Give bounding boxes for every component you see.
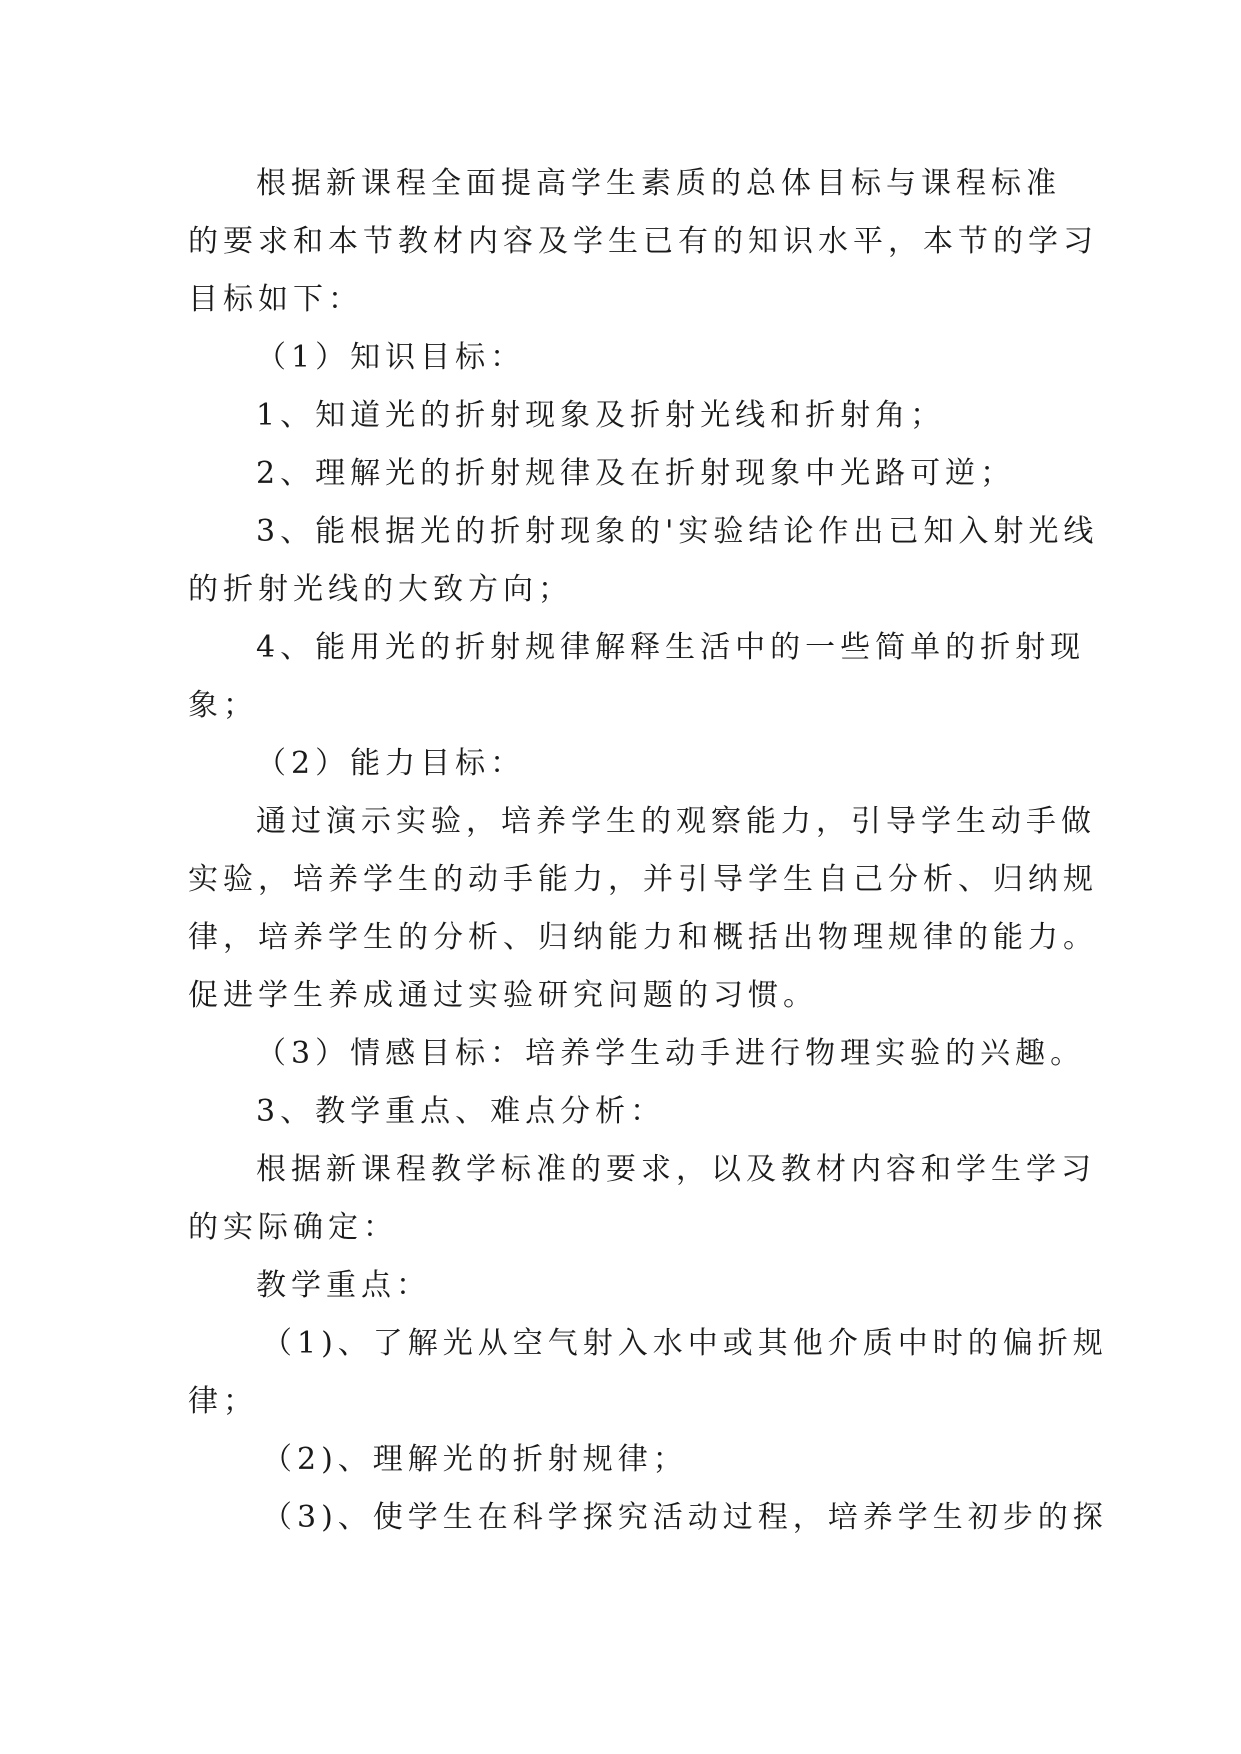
text-line: 目标如下： [188, 282, 363, 317]
text-line: 4、能用光的折射规律解释生活中的一些简单的折射现 [256, 630, 1086, 665]
text-line: 2、理解光的折射规律及在折射现象中光路可逆； [256, 456, 1016, 491]
text-line: 3、能根据光的折射现象的'实验结论作出已知入射光线 [256, 514, 1099, 549]
text-line: 的要求和本节教材内容及学生已有的知识水平，本节的学习 [188, 224, 1098, 259]
text-line: 实验，培养学生的动手能力，并引导学生自己分析、归纳规 [188, 862, 1098, 897]
text-line: 象； [188, 688, 258, 723]
text-line: （1)、了解光从空气射入水中或其他介质中时的偏折规 [262, 1326, 1108, 1361]
text-line: 律； [188, 1384, 258, 1419]
text-line: 促进学生养成通过实验研究问题的习惯。 [188, 978, 818, 1013]
text-line: （1）知识目标： [256, 340, 526, 375]
text-line: 的实际确定： [188, 1210, 398, 1245]
text-line: （2)、理解光的折射规律； [262, 1442, 688, 1477]
text-line: 根据新课程教学标准的要求，以及教材内容和学生学习 [256, 1152, 1096, 1187]
text-line: 教学重点： [256, 1268, 431, 1303]
text-line: 3、教学重点、难点分析： [256, 1094, 666, 1129]
text-line: 1、知道光的折射现象及折射光线和折射角； [256, 398, 946, 433]
text-line: 律，培养学生的分析、归纳能力和概括出物理规律的能力。 [188, 920, 1098, 955]
text-line: 的折射光线的大致方向； [188, 572, 573, 607]
text-line: 根据新课程全面提高学生素质的总体目标与课程标准 [256, 166, 1061, 201]
text-line: 通过演示实验，培养学生的观察能力，引导学生动手做 [256, 804, 1096, 839]
text-line: （2）能力目标： [256, 746, 526, 781]
text-line: （3）情感目标：培养学生动手进行物理实验的兴趣。 [256, 1036, 1086, 1071]
text-line: （3)、使学生在科学探究活动过程，培养学生初步的探 [262, 1500, 1108, 1535]
